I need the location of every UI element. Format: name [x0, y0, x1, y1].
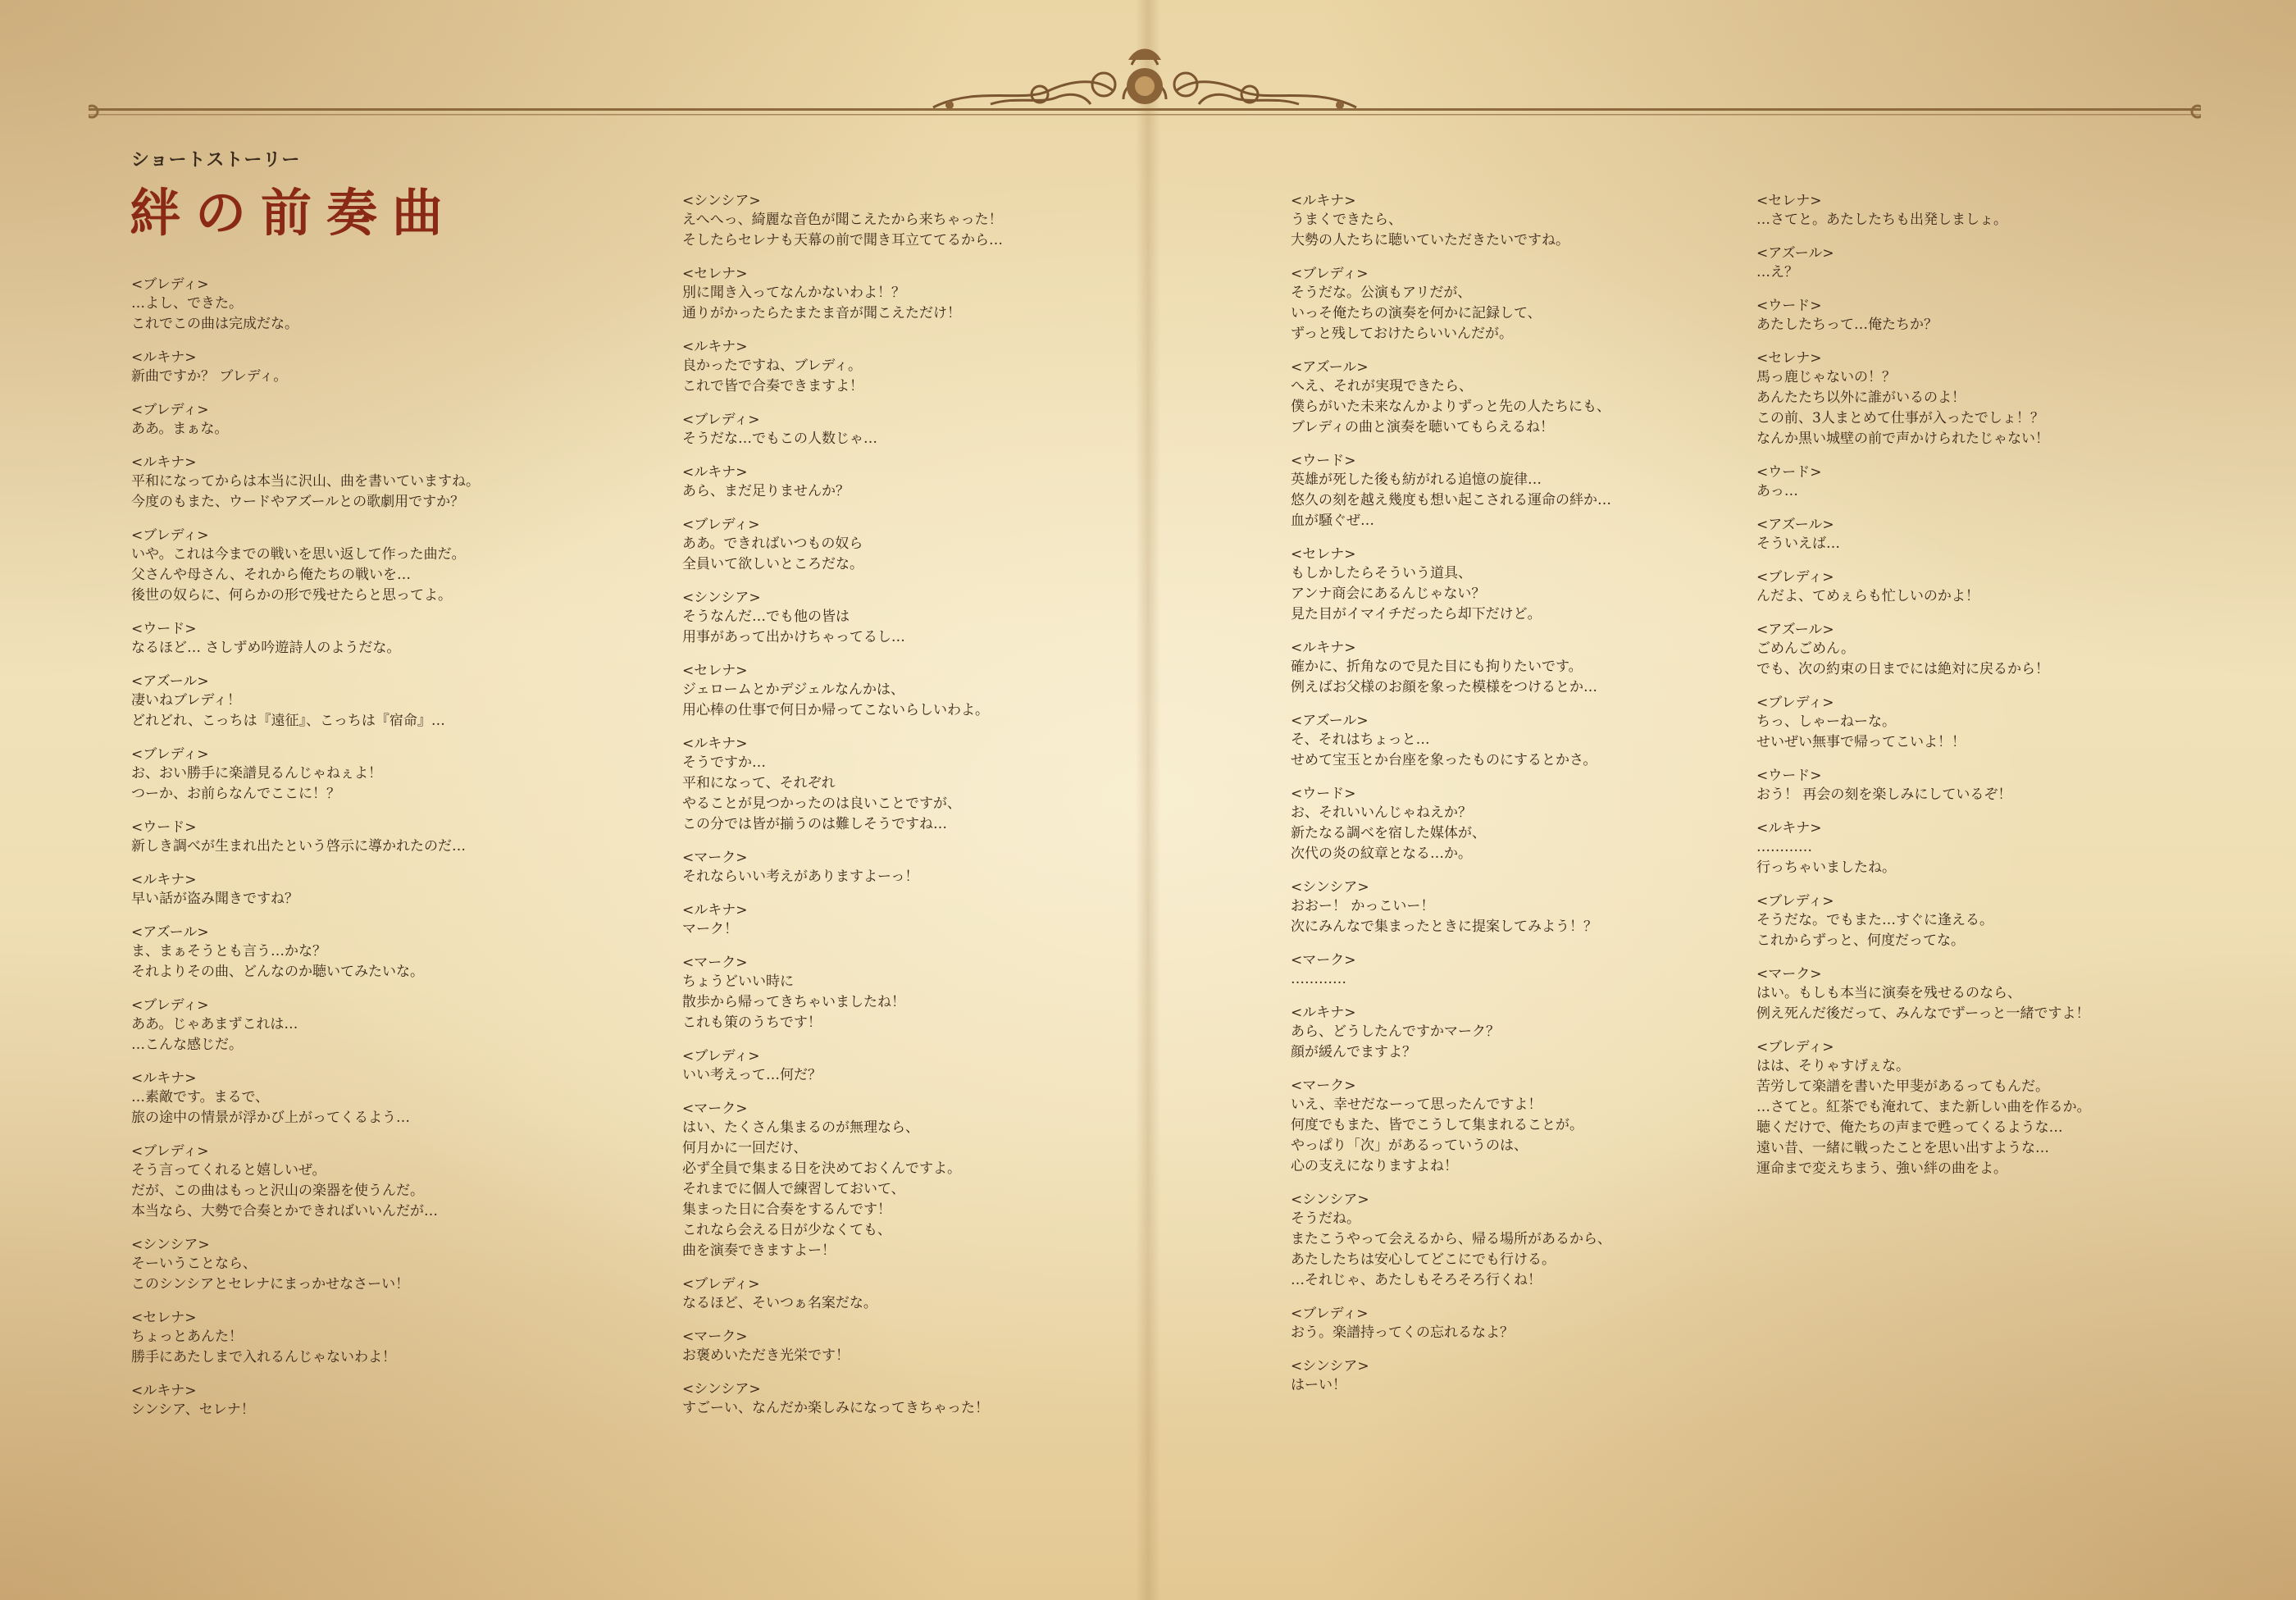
dialogue-line: マーク！	[682, 921, 738, 937]
dialogue-line: 本当なら、大勢で合奏とかできればいいんだが…	[131, 1203, 438, 1219]
dialogue-line: 心の支えになりますよね！	[1291, 1158, 1458, 1174]
dialogue-line: 大勢の人たちに聴いていただきたいですね。	[1291, 232, 1569, 248]
dialogue-block	[682, 1328, 1191, 1366]
dialogue-line: 曲を演奏できますよー！	[682, 1242, 836, 1259]
dialogue-line: またこうやって会えるから、帰る場所があるから、	[1291, 1231, 1611, 1247]
speaker-label: <セレナ>	[682, 663, 748, 679]
dialogue-line: 散歩から帰ってきちゃいましたね！	[682, 994, 905, 1010]
dialogue-line: 用事があって出かけちゃってるし…	[682, 629, 905, 645]
speaker-label: <ウード>	[1291, 786, 1356, 802]
speaker-label: <アズール>	[1756, 622, 1834, 638]
dialogue-line: ああ。じゃあまずこれは…	[131, 1016, 298, 1032]
dialogue-line: うまくできたら、	[1291, 212, 1402, 228]
dialogue-line: はは、そりゃすげぇな。	[1756, 1058, 1910, 1074]
text-column-4	[1756, 192, 2281, 1193]
speaker-label: <ルキナ>	[131, 349, 197, 366]
dialogue-line: あら、まだ足りませんか？	[682, 483, 850, 499]
dialogue-line: おう。楽譜持ってくの忘れるなよ？	[1291, 1324, 1514, 1341]
dialogue-block	[1756, 192, 2281, 230]
speaker-label: <ウード>	[1756, 464, 1822, 481]
dialogue-block	[131, 526, 640, 606]
dialogue-line: …さてと。紅茶でも淹れて、また新しい曲を作るか。	[1756, 1099, 2091, 1115]
dialogue-block	[131, 454, 640, 513]
dialogue-block	[1756, 1038, 2281, 1179]
speaker-label: <シンシア>	[1291, 879, 1369, 896]
dialogue-block	[1291, 1191, 1799, 1291]
dialogue-line: 聴くだけで、俺たちの声まで甦ってくるような…	[1756, 1119, 2063, 1136]
dialogue-line: ま、まぁそうとも言う…かな？	[131, 943, 326, 960]
dialogue-block	[682, 662, 1191, 721]
speaker-label: <ルキナ>	[131, 872, 197, 888]
speaker-label: <マーク>	[1291, 952, 1356, 969]
dialogue-line: この前、3人まとめて仕事が入ったでしょ！？	[1756, 410, 2044, 426]
dialogue-line: それよりその曲、どんなのか聴いてみたいな。	[131, 964, 424, 980]
speaker-label: <ブレディ>	[131, 746, 209, 763]
dialogue-line: 遠い昔、一緒に戦ったことを思い出すような…	[1756, 1140, 2049, 1156]
story-title: 絆の前奏曲	[130, 183, 458, 243]
dialogue-block	[1291, 358, 1799, 438]
dialogue-line: お褒めいただき光栄です！	[682, 1347, 850, 1364]
dialogue-line: 苦労して楽譜を書いた甲斐があるってもんだ。	[1756, 1078, 2049, 1095]
dialogue-line: 馬っ鹿じゃないの！？	[1756, 369, 1896, 385]
dialogue-line: あんたたち以外に誰がいるのよ！	[1756, 390, 1966, 406]
dialogue-line: 勝手にあたしまで入れるんじゃないわよ！	[131, 1349, 396, 1365]
speaker-label: <アズール>	[1756, 245, 1834, 262]
speaker-label: <マーク>	[1756, 966, 1822, 982]
dialogue-line: 集まった日に合奏をするんです！	[682, 1201, 891, 1218]
speaker-label: <アズール>	[1291, 713, 1369, 729]
speaker-label: <ブレディ>	[1291, 266, 1369, 282]
dialogue-line: …それじゃ、あたしもそろそろ行くね！	[1291, 1272, 1542, 1288]
dialogue-line: 悠久の刻を越え幾度も想い起こされる運命の絆か…	[1291, 492, 1611, 508]
dialogue-line: おう！ 再会の刻を楽しみにしているぞ！	[1756, 786, 2012, 803]
dialogue-block	[1291, 712, 1799, 771]
dialogue-line: 全員いて欲しいところだな。	[682, 556, 863, 572]
dialogue-line: あっ…	[1756, 483, 1798, 499]
dialogue-block	[682, 1275, 1191, 1314]
dialogue-line: いい考えって…何だ？	[682, 1067, 822, 1083]
dialogue-line: 必ず全員で集まる日を決めておくんですよ。	[682, 1160, 961, 1177]
dialogue-line: ああ。まぁな。	[131, 421, 229, 437]
dialogue-block	[1756, 568, 2281, 607]
dialogue-line: 用心棒の仕事で何日か帰ってこないらしいわよ。	[682, 702, 989, 718]
dialogue-line: アンナ商会にあるんじゃない？	[1291, 586, 1486, 602]
dialogue-line: 僕らがいた未来なんかよりずっと先の人たちにも、	[1291, 399, 1610, 415]
speaker-label: <ルキナ>	[682, 464, 748, 481]
dialogue-line: ごめんごめん。	[1756, 640, 1856, 657]
dialogue-line: なんか黒い城壁の前で声かけられたじゃない！	[1756, 431, 2049, 447]
dialogue-block	[682, 735, 1191, 835]
dialogue-block	[131, 1069, 640, 1128]
dialogue-block	[131, 1382, 640, 1420]
dialogue-block	[1291, 545, 1799, 625]
dialogue-line: やっぱり「次」があるっていうのは、	[1291, 1137, 1528, 1154]
dialogue-line: …………	[1756, 839, 1812, 855]
speaker-label: <アズール>	[1291, 359, 1369, 376]
dialogue-block	[1291, 639, 1799, 698]
dialogue-block	[131, 349, 640, 387]
dialogue-line: 通りがかったらたまたま音が聞こえただけ！	[682, 305, 961, 321]
dialogue-block	[131, 871, 640, 909]
dialogue-block	[1291, 951, 1799, 990]
speaker-label: <マーク>	[682, 1329, 748, 1345]
dialogue-block	[1756, 965, 2281, 1024]
dialogue-line: はーい！	[1291, 1377, 1346, 1393]
dialogue-block	[682, 516, 1191, 575]
dialogue-line: そうなんだ…でも他の皆は	[682, 609, 850, 625]
speaker-label: <ウード>	[131, 819, 197, 836]
dialogue-line: 行っちゃいましたね。	[1756, 859, 1896, 876]
speaker-label: <ルキナ>	[131, 1383, 197, 1399]
speaker-label: <ブレディ>	[1291, 1306, 1369, 1322]
dialogue-block	[682, 1047, 1191, 1086]
dialogue-line: でも、次の約束の日までには絶対に戻るから！	[1756, 661, 2049, 677]
dialogue-block	[1291, 785, 1799, 864]
dialogue-line: 次代の炎の紋章となる…か。	[1291, 846, 1472, 862]
dialogue-block	[1756, 463, 2281, 502]
speaker-label: <アズール>	[1756, 517, 1834, 533]
dialogue-line: これで皆で合奏できますよ！	[682, 378, 863, 394]
speaker-label: <ウード>	[1756, 768, 1822, 784]
dialogue-line: 例えばお父様のお顔を象った模様をつけるとか…	[1291, 679, 1597, 695]
dialogue-line: 今度のもまた、ウードやアズールとの歌劇用ですか？	[131, 494, 465, 510]
dialogue-line: つーか、お前らなんでここに！？	[131, 786, 340, 802]
dialogue-line: ちょうどいい時に	[682, 973, 794, 990]
speaker-label: <マーク>	[682, 850, 748, 866]
speaker-label: <アズール>	[131, 924, 209, 941]
dialogue-block	[131, 1142, 640, 1222]
dialogue-line: この分では皆が揃うのは難しそうですね…	[682, 816, 947, 832]
dialogue-block	[131, 276, 640, 335]
dialogue-line: …さてと。あたしたちも出発しましょ。	[1756, 212, 2007, 228]
dialogue-block	[1756, 244, 2281, 283]
text-column-3	[1291, 192, 1799, 1410]
dialogue-block	[682, 954, 1191, 1033]
dialogue-line: あら、どうしたんですかマーク？	[1291, 1023, 1500, 1040]
dialogue-line: ジェロームとかデジェルなんかは、	[682, 681, 904, 698]
speaker-label: <ブレディ>	[131, 997, 209, 1014]
dialogue-block	[131, 401, 640, 440]
text-column-2	[682, 192, 1191, 1433]
dialogue-line: なるほど、そいつぁ名案だな。	[682, 1295, 877, 1311]
dialogue-line: これでこの曲は完成だな。	[131, 316, 298, 332]
dialogue-block	[131, 818, 640, 857]
dialogue-line: 運命まで変えちまう、強い絆の曲をよ。	[1756, 1160, 2007, 1177]
dialogue-line: …よし、できた。	[131, 295, 243, 312]
dialogue-line: なるほど… さしずめ吟遊詩人のようだな。	[131, 640, 401, 656]
dialogue-line: いや。これは今までの戦いを思い返して作った曲だ。	[131, 546, 466, 563]
speaker-label: <セレナ>	[1291, 546, 1356, 563]
dialogue-line: ちょっとあんた！	[131, 1329, 243, 1345]
dialogue-line: んだよ、てめぇらも忙しいのかよ！	[1756, 588, 1979, 604]
dialogue-line: やることが見つかったのは良いことですが、	[682, 795, 961, 812]
speaker-label: <ルキナ>	[1291, 193, 1356, 209]
dialogue-block	[131, 1236, 640, 1295]
dialogue-line: 血が騒ぐぜ…	[1291, 513, 1374, 529]
dialogue-block	[682, 411, 1191, 449]
speaker-label: <ブレディ>	[682, 412, 760, 428]
dialogue-line: もしかしたらそういう道具、	[1291, 565, 1472, 581]
dialogue-line: それならいい考えがありますよーっ！	[682, 868, 919, 885]
dialogue-line: そうですか…	[682, 754, 766, 771]
dialogue-line: お、それいいんじゃねえか？	[1291, 805, 1472, 821]
dialogue-line: シンシア、セレナ！	[131, 1402, 255, 1418]
dialogue-line: いっそ俺たちの演奏を何かに記録して、	[1291, 305, 1542, 321]
dialogue-line: ブレディの曲と演奏を聴いてもらえるね！	[1291, 419, 1554, 435]
dialogue-line: ちっ、しゃーねーな。	[1756, 713, 1896, 730]
speaker-label: <セレナ>	[1756, 193, 1822, 209]
dialogue-line: あたしたちは安心してどこにでも行ける。	[1291, 1251, 1556, 1268]
dialogue-line: おおー！ かっこいー！	[1291, 898, 1435, 914]
dialogue-block	[1756, 349, 2281, 449]
dialogue-line: 凄いねブレディ！	[131, 692, 241, 709]
dialogue-line: 早い話が盗み聞きですね？	[131, 891, 298, 907]
dialogue-line: 例え死んだ後だって、みんなでずーっと一緒ですよ！	[1756, 1005, 2090, 1022]
dialogue-line: そうだね。	[1291, 1210, 1360, 1227]
dialogue-line: 平和になって、それぞれ	[682, 775, 836, 791]
dialogue-block	[1291, 1004, 1799, 1063]
dialogue-line: えへへっ、綺麗な音色が聞こえたから来ちゃった！	[682, 212, 1003, 228]
dialogue-block	[131, 745, 640, 805]
dialogue-block	[682, 1100, 1191, 1261]
dialogue-block	[1756, 621, 2281, 680]
speaker-label: <ブレディ>	[131, 527, 209, 544]
dialogue-block	[682, 1380, 1191, 1419]
dialogue-line: だが、この曲はもっと沢山の楽器を使うんだ。	[131, 1183, 424, 1199]
dialogue-line: 何月かに一回だけ、	[682, 1140, 808, 1156]
dialogue-block	[682, 192, 1191, 251]
dialogue-block	[1291, 452, 1799, 531]
speaker-label: <ブレディ>	[131, 276, 209, 293]
speaker-label: <セレナ>	[131, 1310, 197, 1326]
speaker-label: <ルキナ>	[131, 1070, 197, 1087]
speaker-label: <ルキナ>	[682, 902, 748, 919]
dialogue-block	[682, 901, 1191, 940]
dialogue-block	[131, 996, 640, 1055]
dialogue-line: …え？	[1756, 264, 1798, 280]
dialogue-block	[1291, 1357, 1799, 1396]
dialogue-line: はい、たくさん集まるのが無理なら、	[682, 1119, 919, 1136]
speaker-label: <シンシア>	[682, 1381, 761, 1397]
dialogue-line: 良かったですね、ブレディ。	[682, 358, 862, 374]
speaker-label: <セレナ>	[1756, 350, 1822, 367]
dialogue-line: せいぜい無事で帰ってこいよ！！	[1756, 734, 1966, 750]
dialogue-line: 顔が緩んでますよ？	[1291, 1044, 1416, 1060]
dialogue-line: すごーい、なんだか楽しみになってきちゃった！	[682, 1400, 989, 1416]
dialogue-block	[1291, 192, 1799, 251]
dialogue-line: そしたらセレナも天幕の前で聞き耳立ててるから…	[682, 232, 1003, 248]
dialogue-line: そうだな。公演もアリだが、	[1291, 285, 1472, 301]
dialogue-block	[682, 338, 1191, 397]
speaker-label: <ブレディ>	[1756, 1039, 1834, 1055]
dialogue-line: これからずっと、何度だってな。	[1756, 932, 1965, 949]
speaker-label: <マーク>	[682, 1101, 748, 1117]
dialogue-line: ああ。できればいつもの奴ら	[682, 536, 863, 552]
dialogue-block	[1756, 516, 2281, 554]
speaker-label: <シンシア>	[1291, 1192, 1369, 1208]
dialogue-line: そーいうことなら、	[131, 1256, 257, 1272]
speaker-label: <ブレディ>	[131, 1143, 209, 1160]
dialogue-line: せめて宝玉とか台座を象ったものにするとかさ。	[1291, 752, 1597, 768]
dialogue-line: 別に聞き入ってなんかないわよ！？	[682, 285, 905, 301]
dialogue-line: このシンシアとセレナにまっかせなさーい！	[131, 1276, 410, 1292]
speaker-label: <ルキナ>	[1756, 820, 1822, 836]
dialogue-block	[131, 1309, 640, 1368]
speaker-label: <ルキナ>	[682, 339, 748, 355]
speaker-label: <ルキナ>	[131, 454, 197, 471]
speaker-label: <シンシア>	[682, 193, 761, 209]
dialogue-line: あたしたちって…俺たちか？	[1756, 317, 1938, 333]
dialogue-line: どれどれ、こっちは『遠征』、こっちは『宿命』…	[131, 713, 445, 729]
dialogue-line: 見た目がイマイチだったら却下だけど。	[1291, 606, 1542, 622]
dialogue-line: へえ、それが実現できたら、	[1291, 378, 1474, 394]
dialogue-line: それまでに個人で練習しておいて、	[682, 1181, 905, 1197]
dialogue-line: そうだな…でもこの人数じゃ…	[682, 431, 877, 447]
dialogue-block	[682, 589, 1191, 648]
dialogue-line: ずっと残しておけたらいいんだが。	[1291, 326, 1513, 342]
dialogue-block	[131, 923, 640, 982]
dialogue-line: 何度でもまた、皆でこうして集まれることが。	[1291, 1117, 1583, 1133]
speaker-label: <ウード>	[1756, 298, 1822, 314]
dialogue-block	[1291, 265, 1799, 344]
story-subtitle: ショートストーリー	[131, 150, 301, 171]
dialogue-line: 父さんや母さん、それから俺たちの戦いを…	[131, 567, 412, 583]
dialogue-block	[131, 672, 640, 732]
dialogue-block	[1756, 892, 2281, 951]
speaker-label: <ウード>	[131, 621, 197, 637]
dialogue-line: 旅の途中の情景が浮かび上がってくるよう…	[131, 1110, 410, 1126]
dialogue-block	[1291, 1077, 1799, 1177]
dialogue-line: はい。もしも本当に演奏を残せるのなら、	[1756, 985, 2021, 1001]
speaker-label: <セレナ>	[682, 266, 748, 282]
dialogue-block	[1756, 694, 2281, 753]
dialogue-line: 新たなる調べを宿した媒体が、	[1291, 825, 1486, 841]
speaker-label: <マーク>	[682, 955, 748, 971]
dialogue-block	[682, 849, 1191, 887]
dialogue-line: 確かに、折角なので見た目にも拘りたいです。	[1291, 659, 1583, 675]
speaker-label: <ブレディ>	[1756, 569, 1834, 586]
dialogue-line: そう言ってくれると嬉しいぜ。	[131, 1162, 326, 1178]
dialogue-line: これなら会える日が少なくても、	[682, 1222, 891, 1238]
dialogue-line: 次にみんなで集まったときに提案してみよう！？	[1291, 919, 1597, 935]
speaker-label: <ルキナ>	[1291, 1005, 1356, 1021]
dialogue-block	[1756, 819, 2281, 878]
speaker-label: <シンシア>	[682, 590, 761, 606]
dialogue-line: これも策のうちです！	[682, 1014, 822, 1031]
dialogue-line: お、おい勝手に楽譜見るんじゃねぇよ！	[131, 765, 382, 782]
dialogue-block	[131, 620, 640, 659]
dialogue-line: …こんな感じだ。	[131, 1037, 243, 1053]
speaker-label: <ルキナ>	[682, 736, 748, 752]
dialogue-block	[682, 463, 1191, 502]
dialogue-block	[1291, 878, 1799, 937]
dialogue-block	[1756, 297, 2281, 335]
speaker-label: <ルキナ>	[1291, 640, 1356, 656]
speaker-label: <ブレディ>	[682, 1048, 760, 1064]
speaker-label: <ウード>	[1291, 453, 1356, 469]
speaker-label: <ブレディ>	[682, 1276, 760, 1292]
text-column-1	[131, 276, 640, 1434]
dialogue-block	[682, 265, 1191, 324]
dialogue-block	[1291, 1305, 1799, 1343]
dialogue-line: …………	[1291, 971, 1346, 987]
speaker-label: <シンシア>	[131, 1237, 210, 1253]
speaker-label: <ブレディ>	[1756, 695, 1834, 711]
dialogue-block	[1756, 767, 2281, 805]
dialogue-line: そうだな。でもまた…すぐに逢える。	[1756, 912, 1993, 928]
speaker-label: <アズール>	[131, 673, 209, 690]
speaker-label: <ブレディ>	[1756, 893, 1834, 909]
dialogue-line: そ、それはちょっと…	[1291, 732, 1430, 748]
speaker-label: <シンシア>	[1291, 1358, 1369, 1374]
dialogue-line: 平和になってからは本当に沢山、曲を書いていますね。	[131, 473, 480, 490]
dialogue-line: 新しき調べが生まれ出たという啓示に導かれたのだ…	[131, 838, 466, 855]
dialogue-line: 新曲ですか？ ブレディ。	[131, 368, 288, 385]
dialogue-line: そういえば…	[1756, 536, 1840, 552]
speaker-label: <ブレディ>	[131, 402, 209, 418]
speaker-label: <ブレディ>	[682, 517, 760, 533]
dialogue-line: …素敵です。まるで、	[131, 1089, 270, 1105]
header-ornament	[89, 45, 2201, 127]
dialogue-line: いえ、幸せだなーって思ったんですよ！	[1291, 1096, 1542, 1113]
dialogue-line: 後世の奴らに、何らかの形で残せたらと思ってよ。	[131, 587, 452, 604]
speaker-label: <マーク>	[1291, 1078, 1356, 1094]
dialogue-line: 英雄が死した後も紡がれる追憶の旋律…	[1291, 472, 1542, 488]
